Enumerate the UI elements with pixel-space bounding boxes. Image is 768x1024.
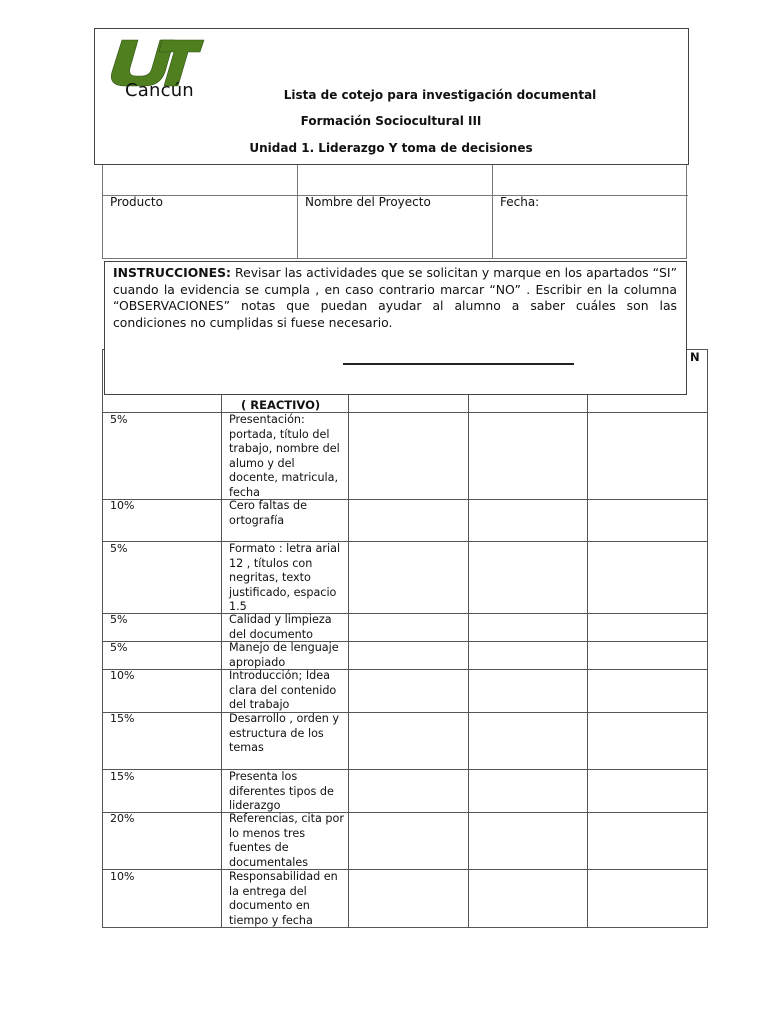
header-partial-right: N <box>690 350 700 364</box>
info-table <box>102 163 687 259</box>
row-percentage: 5% <box>110 613 128 626</box>
instructions-box <box>104 261 687 395</box>
row-percentage: 15% <box>110 712 135 725</box>
fecha-label: Fecha: <box>500 195 540 209</box>
row-percentage: 5% <box>110 542 128 555</box>
nombre-proyecto-label: Nombre del Proyecto <box>305 195 431 209</box>
row-description: Introducción; Idea clara del contenido del trabajo <box>229 669 337 711</box>
document-title: Lista de cotejo para investigación documental <box>283 88 597 102</box>
row-description: Calidad y limpieza del documento <box>229 613 332 641</box>
course-title: Formación Sociocultural III <box>300 114 482 128</box>
row-percentage: 20% <box>110 812 135 825</box>
row-description: Desarrollo , orden y estructura de los temas <box>229 712 340 754</box>
unit-title: Unidad 1. Liderazgo Y toma de decisiones <box>249 141 533 155</box>
logo-text: Cancún <box>125 80 194 101</box>
row-percentage: 15% <box>110 770 135 783</box>
row-description: Presentación: portada, título del trabajo, nombre del alumo y del docente, matricula, fecha <box>229 413 340 499</box>
instructions-text: Revisar las actividades que se solicitan y marque en los apartados “SI” cuando la evidencia se cumpla , en caso contrario marcar “NO” . Escribir en la columna “OBSERVACIONES” notas que puedan ayudar al alumno a saber cuáles son las condiciones no cumplidas si fuese necesario. <box>113 265 677 330</box>
header-reactivo: ( REACTIVO) <box>241 398 321 412</box>
row-description: Responsabilidad en la entrega del documento en tiempo y fecha <box>229 870 338 927</box>
row-description: Manejo de lenguaje apropiado <box>229 641 339 669</box>
row-description: Presenta los diferentes tipos de liderazgo <box>229 770 334 812</box>
row-percentage: 10% <box>110 870 135 883</box>
row-percentage: 10% <box>110 499 135 512</box>
row-description: Cero faltas de ortografía <box>229 499 307 527</box>
row-description: Formato : letra arial 12 , títulos con negritas, texto justificado, espacio 1.5 <box>229 542 341 613</box>
row-description: Referencias, cita por lo menos tres fuentes de documentales <box>229 812 344 869</box>
instructions-label: INSTRUCCIONES: <box>113 265 232 280</box>
row-percentage: 5% <box>110 413 128 426</box>
row-percentage: 10% <box>110 669 135 682</box>
producto-label: Producto <box>110 195 163 209</box>
row-percentage: 5% <box>110 641 128 654</box>
signature-line <box>343 363 574 365</box>
